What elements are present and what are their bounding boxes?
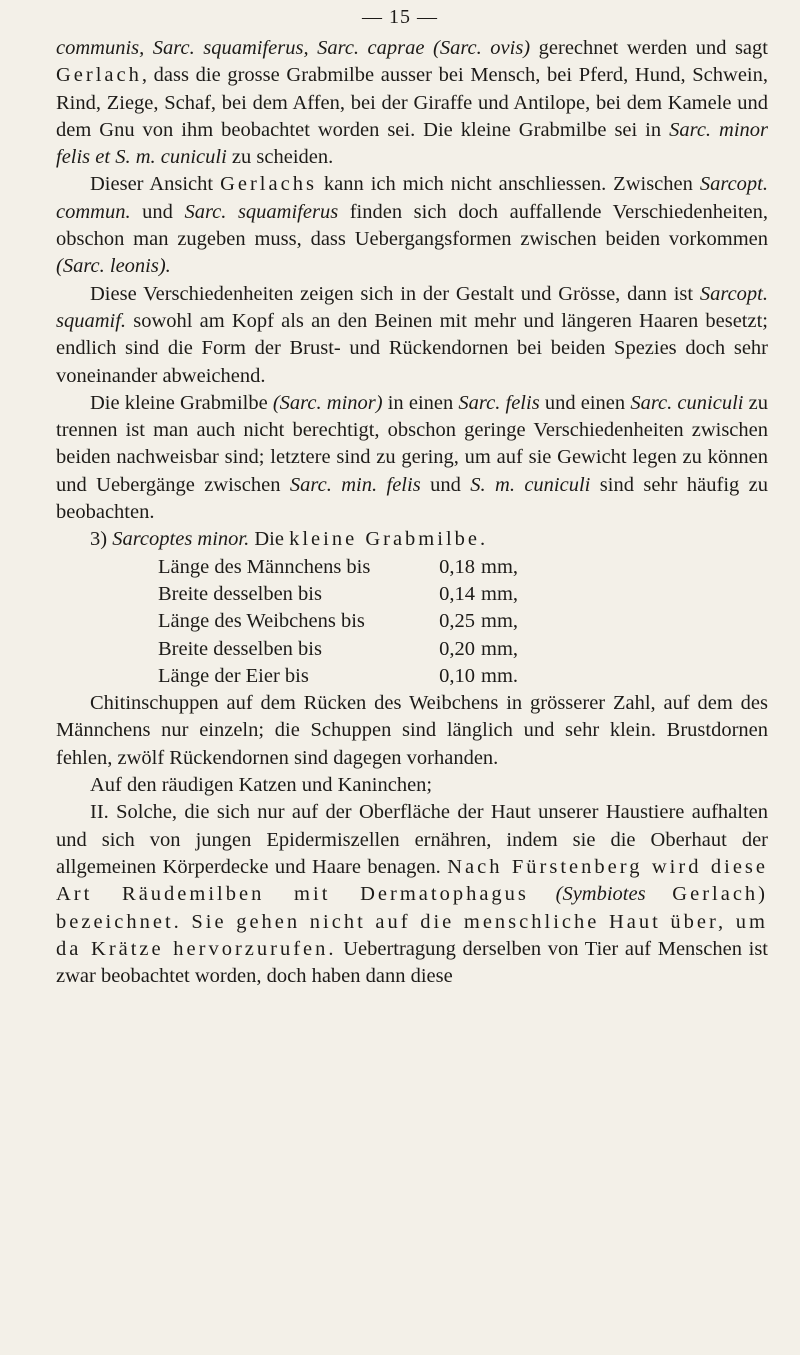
spaced-text-run: Gerlachs [220,173,317,196]
text-run [646,883,673,905]
measurement-unit: mm. [481,664,519,687]
measurement-row [158,608,518,635]
measurement-value: 0,14 [439,582,475,605]
paragraph-7 [56,772,768,799]
paragraph-4 [56,390,768,526]
measurement-unit: mm, [481,555,519,578]
paragraph-2 [56,171,768,280]
measurement-label: Länge des Weibchens bis [158,610,365,633]
text-run: gerechnet werden und sagt [530,37,768,59]
italic-text-run: (Sarc. minor) [272,391,383,414]
paragraph-3 [56,281,768,390]
italic-text-run: communis, Sarc. squamiferus, Sarc. caprae (Sarc. ovis) [56,37,531,59]
italic-text-run: Sarcopt. commun. [56,173,768,223]
text-run: 3) [90,528,113,551]
spaced-text-run: Gerlach) bezeichnet. Sie gehen nicht auf die menschliche Haut über, um da Krätze hervorzurufen. [56,883,768,960]
measurement-value: 0,10 [439,664,475,687]
italic-text-run: Sarcopt. squamif. [56,282,768,332]
measurement-unit: mm, [481,610,519,633]
italic-text-run: (Sarc. leonis). [56,255,171,278]
measurement-value: 0,25 [439,610,475,633]
text-run: und [130,200,185,223]
italic-text-run: Sarc. felis [458,391,540,414]
measurement-label: Länge der Eier bis [158,664,309,687]
text-run: Dieser Ansicht [90,173,221,196]
text-run: sowohl am Kopf als an den Beinen mit mehr und längeren Haaren besetzt; endlich sind die Form der Brust- und Rückendornen bei beiden Spezies doch sehr voneinander abweichend. [56,309,768,387]
text-run: Die [249,528,290,551]
italic-text-run: (Symbiotes [555,883,646,906]
measurement-label: Länge des Männchens bis [158,555,371,578]
measurements-table [158,554,518,690]
text-run: Auf den räudigen Katzen und Kaninchen; [90,774,433,797]
body-text [56,35,768,990]
text-run: in einen [382,391,459,414]
section-heading-sarcoptes-minor [56,526,768,553]
paragraph-8 [56,799,768,990]
text-run: , dass die grosse Grabmilbe ausser bei Mensch, bei Pferd, Hund, Schwein, Rind, Ziege, Schaf, bei dem Affen, bei der Giraffe und Antilope, bei dem Kamele und dem Gnu von ihm beobachtet worden sei. Die kleine Grabmilbe sei in [56,64,768,141]
italic-text-run: S. m. cuniculi [470,473,591,496]
italic-text-run: Sarcoptes minor. [112,528,250,551]
measurement-label: Breite desselben bis [158,637,322,660]
measurement-label: Breite desselben bis [158,582,322,605]
measurement-row [158,581,518,608]
italic-text-run: Sarc. min. felis [289,473,421,496]
text-run: Die kleine Grabmilbe [90,391,273,414]
text-run: und [420,473,471,496]
text-run: zu scheiden. [226,146,334,169]
spaced-text-run: Gerlach [56,64,142,87]
text-run: Uebertragung derselben von Tier auf Menschen ist zwar beobachtet worden, doch haben dann diese [56,937,768,988]
spaced-text-run: kleine Grabmilbe. [289,528,489,551]
italic-text-run: Sarc. cuniculi [630,391,744,414]
measurement-unit: mm, [481,637,519,660]
page-number: — 15 — [362,6,438,28]
italic-text-run: Sarc. minor felis et S. m. cuniculi [56,118,768,169]
text-run: Diese Verschiedenheiten zeigen sich in der Gestalt und Grösse, dann ist [90,282,700,305]
measurement-value: 0,18 [439,555,475,578]
measurement-row [158,636,518,663]
spaced-text-run: Nach Fürstenberg wird diese Art Räudemilben mit Dermatophagus [56,855,768,906]
measurement-row [158,663,518,690]
text-run: kann ich mich nicht anschliessen. Zwischen [316,173,700,196]
measurement-value: 0,20 [439,637,475,660]
text-run [529,883,556,905]
paragraph-6 [56,690,768,772]
italic-text-run: Sarc. squamiferus [184,200,339,223]
text-run: zu trennen ist man auch nicht berechtigt, obschon geringe Verschiedenheiten zwischen beiden nachweisbar sind; letztere sind zu gering, um auf sie Gewicht legen zu können und Uebergänge zwischen [56,391,768,496]
text-run: und einen [539,391,631,414]
text-run: Chitinschuppen auf dem Rücken des Weibchens in grösserer Zahl, auf dem des Männchens nur einzeln; die Schuppen sind länglich und sehr klein. Brustdornen fehlen, zwölf Rückendornen sind dagegen vorhanden. [56,692,768,769]
paragraph-1 [56,35,768,171]
measurement-row [158,554,518,581]
text-run: II. Solche, die sich nur auf der Oberfläche der Haut unserer Haustiere aufhalten und sich von jungen Epidermiszellen ernähren, indem sie die Oberhaut der allgemeinen Körperdecke und Haare benagen. [56,801,768,878]
text-run: sind sehr häufig zu beobachten. [56,473,769,524]
measurement-unit: mm, [481,582,519,605]
text-run: finden sich doch auffallende Verschiedenheiten, obschon man zugeben muss, dass Uebergangsformen zwischen beiden vorkommen [56,200,768,251]
